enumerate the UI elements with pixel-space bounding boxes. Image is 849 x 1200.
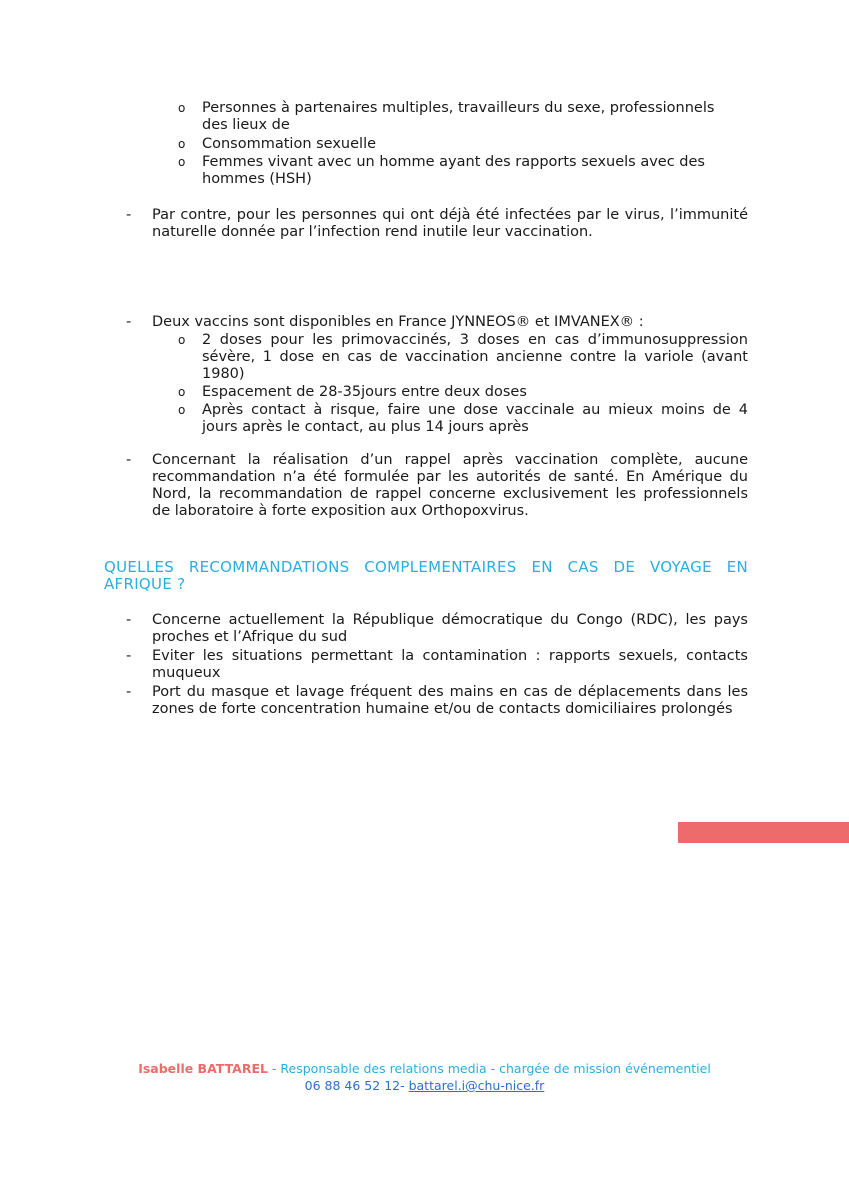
dash-bullet: -: [126, 452, 132, 468]
footer-line-1: [0, 1060, 849, 1077]
list-item: o Consommation sexuelle: [178, 136, 377, 152]
list-item: o Après contact à risque, faire une dose vaccinale au mieux moins de 4 jours après le contact, au plus 14 jours après: [178, 402, 748, 435]
list-item: o 2 doses pour les primovaccinés, 3 doses en cas d’immunosuppression sévère, 1 dose en cas de vaccination ancienne contre la variole (avant 1980): [178, 332, 748, 382]
circle-bullet: o: [178, 137, 186, 151]
list-item: o Femmes vivant avec un homme ayant des rapports sexuels avec des hommes (HSH): [178, 154, 705, 187]
circle-bullet: o: [178, 101, 186, 115]
circle-bullet: o: [178, 333, 186, 347]
dash-bullet: -: [126, 648, 132, 664]
decorative-bar: [678, 822, 849, 843]
contact-email-link[interactable]: battarel.i@chu-nice.fr: [408, 1078, 545, 1093]
paragraph-item: - Deux vaccins sont disponibles en France JYNNEOS® et IMVANEX® :: [126, 314, 644, 330]
contact-role: - Responsable des relations media - chargée de mission événementiel: [267, 1061, 711, 1076]
circle-bullet: o: [178, 385, 186, 399]
list-item: o Espacement de 28-35jours entre deux doses: [178, 384, 527, 400]
dash-bullet: -: [126, 684, 132, 700]
list-item: - Concerne actuellement la République démocratique du Congo (RDC), les pays proches et l’Afrique du sud: [126, 612, 748, 645]
dash-bullet: -: [126, 612, 132, 628]
contact-phone: 06 88 46 52 12-: [304, 1078, 409, 1093]
list-item: - Eviter les situations permettant la contamination : rapports sexuels, contacts muqueux: [126, 648, 748, 681]
dash-bullet: -: [126, 207, 132, 223]
paragraph-item: - Par contre, pour les personnes qui ont déjà été infectées par le virus, l’immunité naturelle donnée par l’infection rend inutile leur vaccination.: [126, 207, 748, 240]
circle-bullet: o: [178, 155, 186, 169]
section-heading: QUELLES RECOMMANDATIONS COMPLEMENTAIRES EN CAS DE VOYAGE EN AFRIQUE ?: [104, 558, 748, 593]
list-item: o Personnes à partenaires multiples, travailleurs du sexe, professionnels des lieux de: [178, 100, 715, 133]
circle-bullet: o: [178, 403, 186, 417]
list-item: - Port du masque et lavage fréquent des mains en cas de déplacements dans les zones de forte concentration humaine et/ou de contacts domiciliaires prolongés: [126, 684, 748, 717]
footer-line-2: [0, 1077, 849, 1094]
contact-name: Isabelle BATTAREL: [138, 1061, 268, 1076]
paragraph-item: - Concernant la réalisation d’un rappel après vaccination complète, aucune recommandation n’a été formulée par les autorités de santé. En Amérique du Nord, la recommandation de rappel concerne exclusivement les professionnels de laboratoire à forte exposition aux Orthopoxvirus.: [126, 452, 748, 519]
footer: [0, 1060, 849, 1094]
dash-bullet: -: [126, 314, 132, 330]
